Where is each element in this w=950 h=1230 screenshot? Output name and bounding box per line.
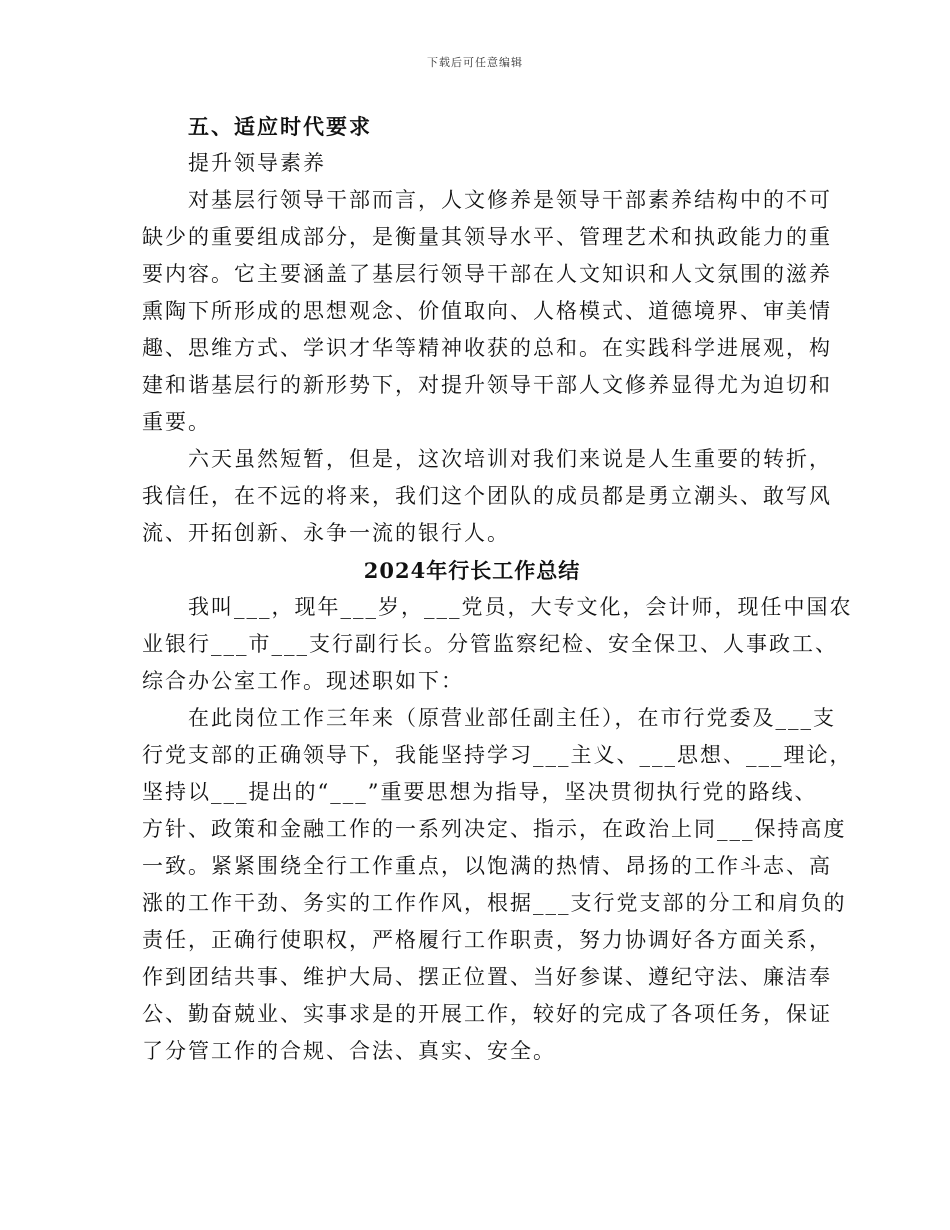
paragraph-line: 作到团结共事、维护大局、摆正位置、当好参谋、遵纪守法、廉洁奉	[142, 965, 832, 989]
paragraph-line: 了分管工作的合规、合法、真实、安全。	[142, 1039, 556, 1063]
paragraph-line: 业银行___市___支行副行长。分管监察纪检、安全保卫、人事政工、	[142, 632, 838, 656]
paragraph-line: 缺少的重要组成部分，是衡量其领导水平、管理艺术和执政能力的重	[142, 225, 832, 249]
paragraph-line: 趣、思维方式、学识才华等精神收获的总和。在实践科学进展观，构	[142, 336, 832, 360]
paragraph-line: 六天虽然短暂，但是，这次培训对我们来说是人生重要的转折，	[188, 447, 832, 471]
paragraph-line: 公、勤奋兢业、实事求是的开展工作，较好的完成了各项任务，保证	[142, 1002, 832, 1026]
paragraph-line: 要内容。它主要涵盖了基层行领导干部在人文知识和人文氛围的滋养	[142, 262, 832, 286]
paragraph-line: 涨的工作干劲、务实的工作作风，根据___支行党支部的分工和肩负的	[142, 891, 847, 915]
paragraph-line: 在此岗位工作三年来（原营业部任副主任），在市行党委及___支	[188, 706, 836, 730]
paragraph-line: 方针、政策和金融工作的一系列决定、指示，在政治上同___保持高度	[142, 817, 847, 841]
paragraph-training	[142, 441, 832, 552]
paragraph-line: 建和谐基层行的新形势下，对提升领导干部人文修养显得尤为迫切和	[142, 373, 832, 397]
paragraph-introduction	[142, 589, 853, 700]
paragraph-line: 坚持以___提出的“___”重要思想为指导，坚决贯彻执行党的路线、	[142, 780, 818, 804]
paragraph-humanities	[142, 182, 832, 441]
paragraph-work-summary	[142, 700, 853, 1070]
paragraph-line: 一致。紧紧围绕全行工作重点，以饱满的热情、昂扬的工作斗志、高	[142, 854, 832, 878]
report-title: 2024年行长工作总结	[363, 558, 581, 583]
paragraph-line: 行党支部的正确领导下，我能坚持学习___主义、___思想、___理论，	[142, 743, 853, 767]
paragraph-line: 责任，正确行使职权，严格履行工作职责，努力协调好各方面关系，	[142, 928, 832, 952]
paragraph-line: 对基层行领导干部而言，人文修养是领导干部素养结构中的不可	[188, 188, 832, 212]
section-heading: 五、适应时代要求	[188, 114, 372, 139]
paragraph-line: 熏陶下所形成的思想观念、价值取向、人格模式、道德境界、审美情	[142, 299, 832, 323]
paragraph-line: 流、开拓创新、永争一流的银行人。	[142, 521, 510, 545]
paragraph-line: 重要。	[142, 410, 211, 434]
paragraph-line: 我叫___，现年___岁，___党员，大专文化，会计师，现任中国农	[188, 595, 853, 619]
document-body	[142, 108, 853, 1070]
paragraph-line: 我信任，在不远的将来，我们这个团队的成员都是勇立潮头、敢写风	[142, 484, 832, 508]
section-subheading: 提升领导素养	[188, 151, 326, 175]
paragraph-line: 综合办公室工作。现述职如下：	[142, 669, 464, 693]
header-note: 下载后可任意编辑	[427, 56, 523, 69]
